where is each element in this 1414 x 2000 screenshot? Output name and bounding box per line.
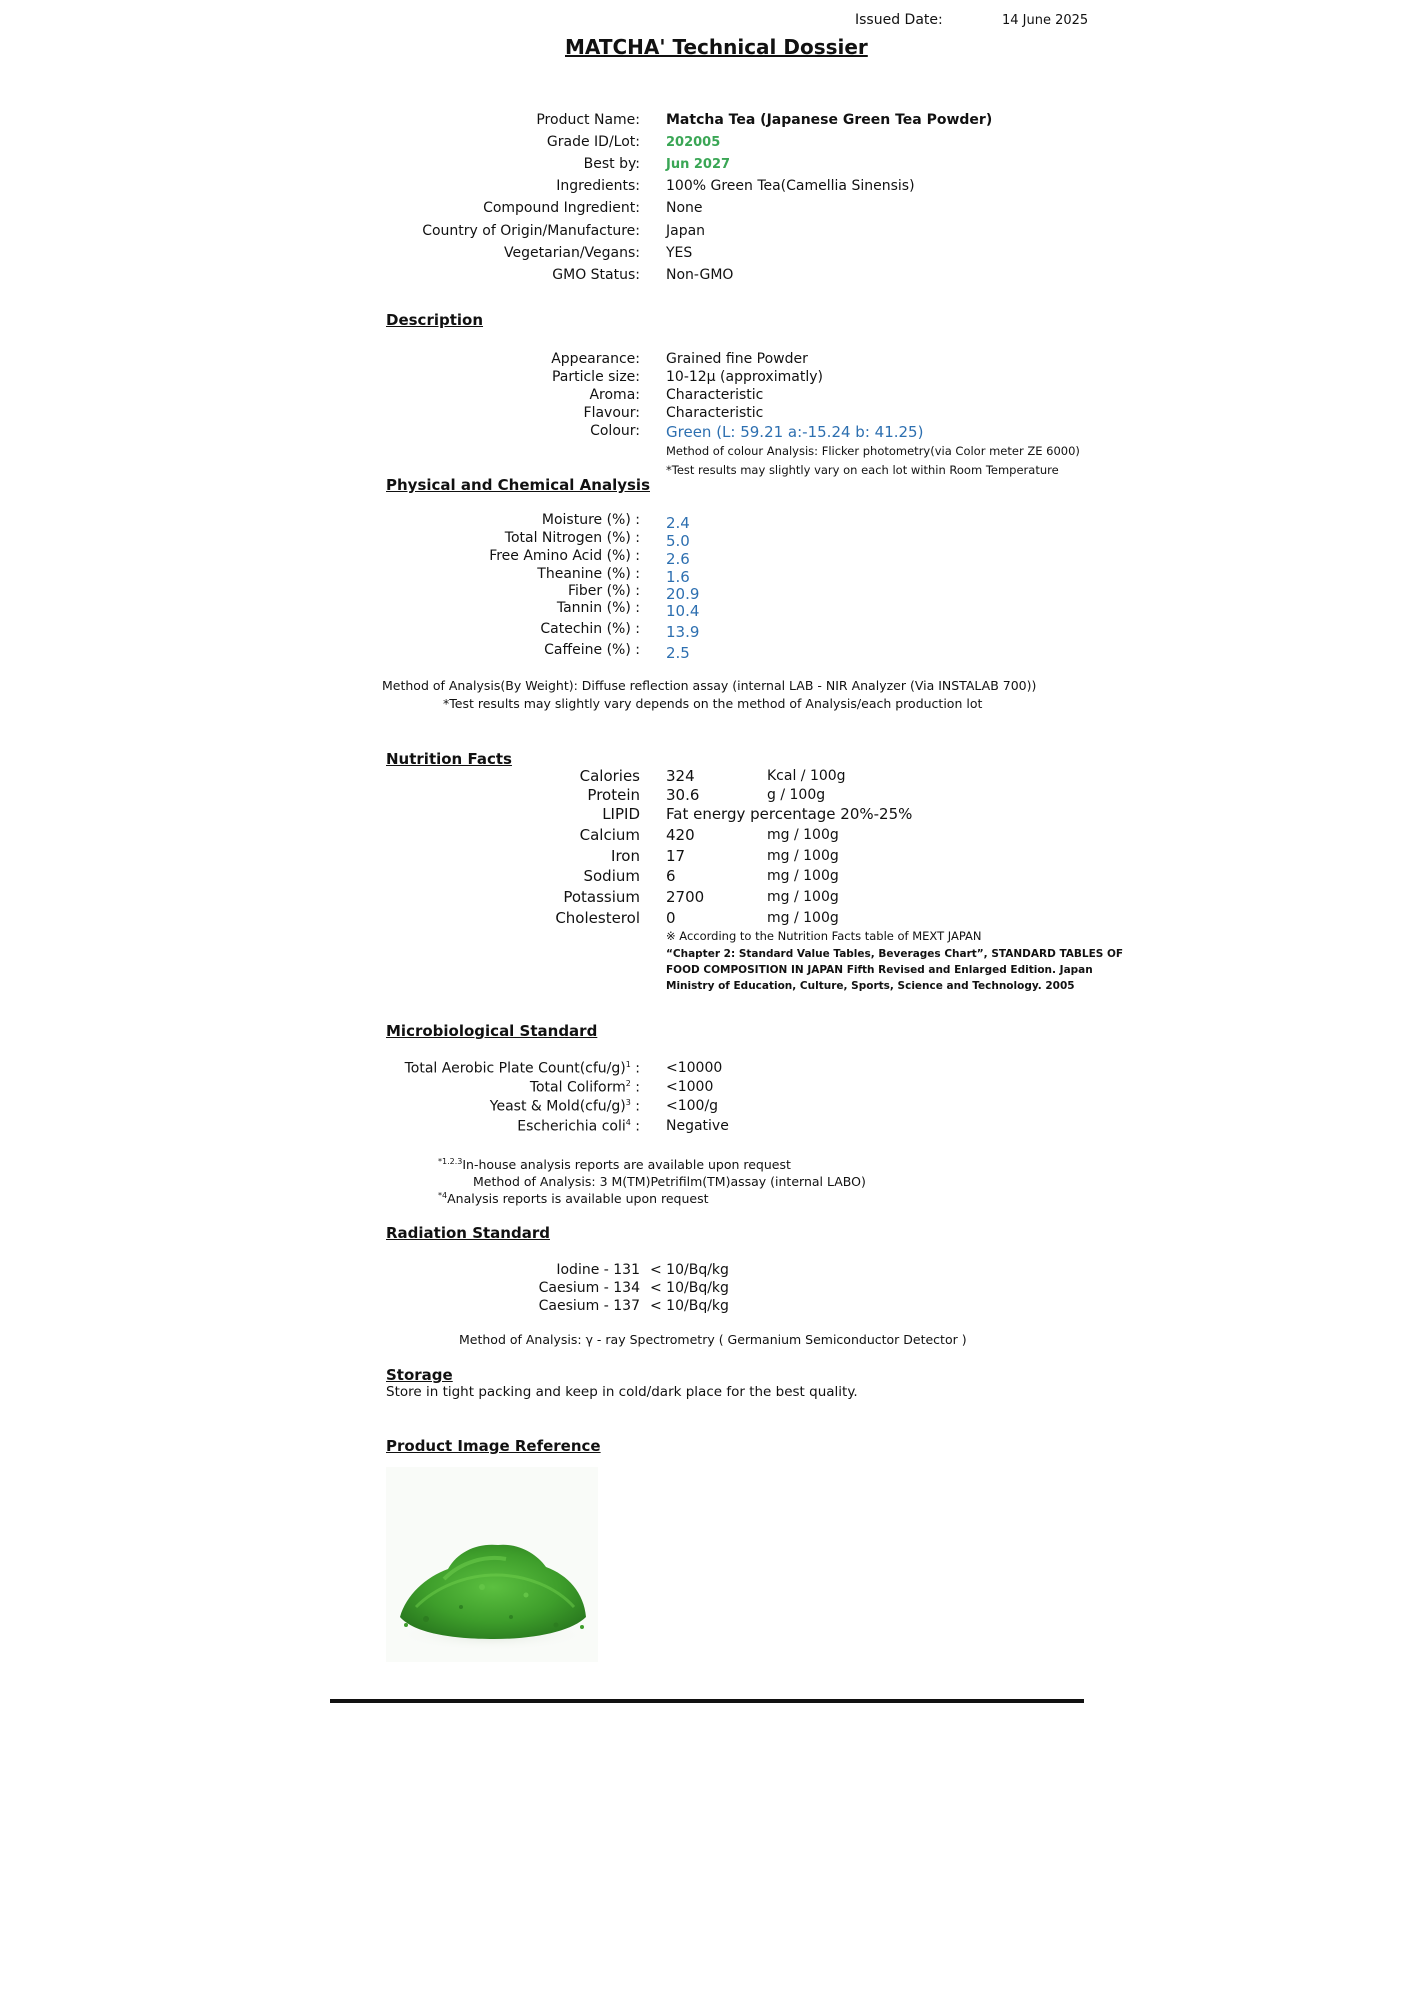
radiation-label: Iodine - 131 [556, 1262, 640, 1278]
vegetarian-label: Vegetarian/Vegans: [504, 245, 640, 261]
appearance-row [0, 351, 1414, 371]
radiation-row [0, 1262, 1414, 1282]
nutrition-unit: Kcal / 100g [767, 768, 846, 784]
ingredients-value: 100% Green Tea(Camellia Sinensis) [666, 178, 915, 194]
radiation-row [0, 1280, 1414, 1300]
nutrition-row [0, 847, 1414, 867]
appearance-value: Grained fine Powder [666, 351, 808, 367]
catechin-value: 13.9 [666, 623, 700, 641]
nutrition-unit: g / 100g [767, 787, 826, 803]
product-image-heading: Product Image Reference [386, 1437, 601, 1455]
nutrition-row [0, 805, 1414, 825]
total-nitrogen-row [0, 530, 1414, 550]
nutrition-row [0, 767, 1414, 787]
ingredients-label: Ingredients: [556, 178, 640, 194]
colour-method-note: Method of colour Analysis: Flicker photometry(via Color meter ZE 6000) [666, 444, 1080, 458]
nutrition-label: Protein [587, 786, 640, 804]
gmo-row [0, 267, 1414, 287]
nutrition-label: Cholesterol [555, 909, 640, 927]
nutrition-row [0, 786, 1414, 806]
description-heading: Description [386, 311, 484, 329]
nutrition-value: 17 [666, 847, 686, 865]
theanine-value: 1.6 [666, 568, 690, 586]
best-by-value: Jun 2027 [666, 157, 731, 172]
radiation-value: < 10/Bq/kg [650, 1262, 729, 1278]
total-nitrogen-label: Total Nitrogen (%) : [504, 530, 640, 546]
free-amino-acid-value: 2.6 [666, 550, 690, 568]
nutrition-unit: mg / 100g [767, 848, 839, 864]
product-image [386, 1467, 598, 1662]
ingredients-row [0, 178, 1414, 198]
country-row [0, 223, 1414, 243]
flavour-row [0, 405, 1414, 425]
catechin-row [0, 621, 1414, 641]
caffeine-row [0, 642, 1414, 662]
issued-date-label: Issued Date: [855, 12, 943, 28]
particle-size-row [0, 369, 1414, 389]
nutrition-value: 0 [666, 909, 676, 927]
nutrition-source-note: ※ According to the Nutrition Facts table of MEXT JAPAN [666, 929, 982, 943]
micro-row [0, 1118, 1414, 1138]
total-nitrogen-value: 5.0 [666, 532, 690, 550]
physical-variation-note: *Test results may slightly vary depends on the method of Analysis/each production lot [443, 696, 983, 711]
flavour-value: Characteristic [666, 405, 764, 421]
nutrition-row [0, 888, 1414, 908]
tannin-row [0, 600, 1414, 620]
free-amino-acid-row [0, 548, 1414, 568]
physical-chemical-heading: Physical and Chemical Analysis [386, 476, 650, 494]
micro-ecoli-note: $^{*4}$Analysis reports is available upon request [438, 1191, 709, 1207]
appearance-label: Appearance: [551, 351, 640, 367]
micro-row [0, 1060, 1414, 1080]
micro-label: Total Coliform$^2$ : [529, 1079, 640, 1096]
compound-ingredient-row [0, 200, 1414, 220]
micro-label: Escherichia coli$^4$ : [517, 1118, 640, 1135]
nutrition-reference-line-2: FOOD COMPOSITION IN JAPAN Fifth Revised and Enlarged Edition. Japan [666, 964, 1093, 976]
product-name-value: Matcha Tea (Japanese Green Tea Powder) [666, 112, 993, 128]
product-name-row [0, 112, 1414, 132]
storage-heading: Storage [386, 1366, 453, 1384]
gmo-value: Non-GMO [666, 267, 734, 283]
micro-value: Negative [666, 1118, 729, 1134]
grade-id-label: Grade ID/Lot: [546, 134, 640, 150]
vegetarian-row [0, 245, 1414, 265]
colour-label: Colour: [590, 423, 640, 439]
aroma-value: Characteristic [666, 387, 764, 403]
nutrition-heading: Nutrition Facts [386, 750, 512, 768]
nutrition-label: Potassium [563, 888, 640, 906]
nutrition-label: Sodium [583, 867, 640, 885]
nutrition-value: 324 [666, 767, 695, 785]
nutrition-label: LIPID [602, 805, 640, 823]
nutrition-label: Calcium [579, 826, 640, 844]
nutrition-label: Iron [611, 847, 640, 865]
nutrition-unit: mg / 100g [767, 868, 839, 884]
micro-row [0, 1079, 1414, 1099]
moisture-value: 2.4 [666, 514, 690, 532]
colour-row [0, 423, 1414, 443]
caffeine-value: 2.5 [666, 644, 690, 662]
grade-id-value: 202005 [666, 135, 721, 150]
nutrition-unit: mg / 100g [767, 910, 839, 926]
aroma-row [0, 387, 1414, 407]
best-by-row [0, 156, 1414, 176]
moisture-row [0, 512, 1414, 532]
micro-value: <10000 [666, 1060, 723, 1076]
nutrition-value: 420 [666, 826, 695, 844]
colour-variation-note: *Test results may slightly vary on each lot within Room Temperature [666, 463, 1059, 477]
nutrition-label: Calories [579, 767, 640, 785]
microbiological-heading: Microbiological Standard [386, 1022, 598, 1040]
nutrition-unit: mg / 100g [767, 889, 839, 905]
country-label: Country of Origin/Manufacture: [422, 223, 640, 239]
catechin-label: Catechin (%) : [540, 621, 640, 637]
fiber-value: 20.9 [666, 585, 700, 603]
micro-value: <100/g [666, 1098, 719, 1114]
physical-method-note: Method of Analysis(By Weight): Diffuse reflection assay (internal LAB - NIR Analyzer (Via INSTALAB 700)) [382, 678, 1037, 693]
document-title: MATCHA' Technical Dossier [565, 35, 868, 59]
tannin-label: Tannin (%) : [556, 600, 640, 616]
nutrition-value: 6 [666, 867, 676, 885]
radiation-heading: Radiation Standard [386, 1224, 550, 1242]
caffeine-label: Caffeine (%) : [544, 642, 640, 658]
moisture-label: Moisture (%) : [541, 512, 640, 528]
free-amino-acid-label: Free Amino Acid (%) : [489, 548, 640, 564]
radiation-label: Caesium - 137 [538, 1298, 640, 1314]
aroma-label: Aroma: [589, 387, 640, 403]
nutrition-row [0, 826, 1414, 846]
nutrition-value: 30.6 [666, 786, 700, 804]
gmo-label: GMO Status: [552, 267, 640, 283]
nutrition-row [0, 909, 1414, 929]
compound-ingredient-value: None [666, 200, 703, 216]
micro-row [0, 1098, 1414, 1118]
micro-label: Yeast & $Mold(cfu/g)^3$ : [489, 1098, 640, 1115]
micro-report-note: $^{*1.2.3}$In-house analysis reports are available upon request [438, 1157, 791, 1173]
matcha-powder-icon [386, 1467, 598, 1662]
particle-size-value: 10-12µ (approximatly) [666, 369, 823, 385]
storage-text: Store in tight packing and keep in cold/dark place for the best quality. [386, 1384, 858, 1400]
radiation-method-note: Method of Analysis: γ - ray Spectrometry ( Germanium Semiconductor Detector ) [459, 1332, 967, 1347]
colour-value: Green (L: 59.21 a:-15.24 b: 41.25) [666, 423, 924, 441]
radiation-value: < 10/Bq/kg [650, 1298, 729, 1314]
micro-value: <1000 [666, 1079, 714, 1095]
compound-ingredient-label: Compound Ingredient: [483, 200, 640, 216]
best-by-label: Best by: [583, 156, 640, 172]
nutrition-unit: mg / 100g [767, 827, 839, 843]
vegetarian-value: YES [666, 245, 693, 261]
footer-divider [330, 1699, 1084, 1703]
radiation-row [0, 1298, 1414, 1318]
grade-id-row [0, 134, 1414, 154]
theanine-label: Theanine (%) : [537, 566, 640, 582]
radiation-value: < 10/Bq/kg [650, 1280, 729, 1296]
fiber-label: Fiber (%) : [567, 583, 640, 599]
radiation-label: Caesium - 134 [538, 1280, 640, 1296]
country-value: Japan [666, 223, 706, 239]
issued-date-value: 14 June 2025 [1002, 13, 1089, 28]
nutrition-value: 2700 [666, 888, 705, 906]
flavour-label: Flavour: [583, 405, 640, 421]
particle-size-label: Particle size: [551, 369, 640, 385]
nutrition-reference-line-3: Ministry of Education, Culture, Sports, Science and Technology. 2005 [666, 980, 1075, 992]
micro-method-note: Method of Analysis: 3 M(TM)Petrifilm(TM)assay (internal LABO) [473, 1174, 866, 1189]
nutrition-value: Fat energy percentage 20%-25% [666, 805, 913, 823]
nutrition-row [0, 867, 1414, 887]
nutrition-reference-line-1: “Chapter 2: Standard Value Tables, Beverages Chart”, STANDARD TABLES OF [666, 948, 1124, 960]
tannin-value: 10.4 [666, 602, 700, 620]
product-name-label: Product Name: [536, 112, 640, 128]
micro-label: Total Aerobic Plate $Count(cfu/g)^1$ : [404, 1060, 640, 1077]
